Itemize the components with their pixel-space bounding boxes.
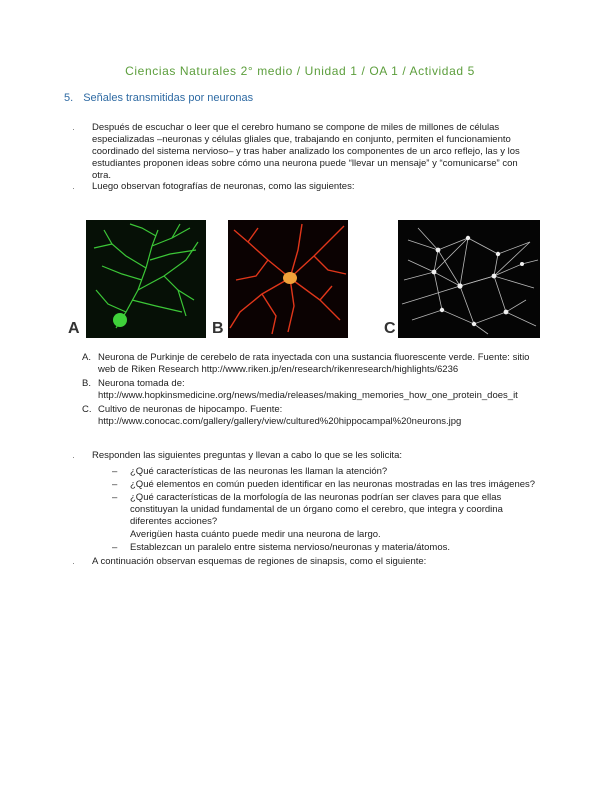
red-neuron-drawing [228,220,348,338]
list-dash [112,529,130,541]
list-dash: – [112,542,118,553]
question-text: ¿Qué características de las neuronas les llaman la atención? [130,466,388,477]
intro-paragraph: Después de escuchar o leer que el cerebro humano se compone de miles de millones de células especializadas –neuronas y células gliales que, trabajando en conjunto, permiten el funcionamiento coordinado del sistema nervioso– y tras haber analizado los componentes de un arco reflejo, las y los estudiantes proponen ideas sobre cómo una neurona puede “llevar un mensaje” y “comunicarse” con otra. [92,122,520,181]
caption-a [82,352,542,376]
caption-text: Cultivo de neuronas de hipocampo. Fuente: http://www.conocac.com/gallery/gallery/view/cultured%20hippocampal%20neurons.jpg [98,404,462,427]
caption-text: Neurona tomada de: http://www.hopkinsmedicine.org/news/media/releases/making_memories_how_one_protein_does_it [98,378,518,401]
caption-letter: B. [82,378,91,389]
caption-b [82,378,542,402]
list-dash: – [112,479,118,490]
photos-intro-paragraph: Luego observan fotografías de neuronas, como las siguientes: [92,181,355,192]
purkinje-neuron-image [86,220,206,338]
question-list [112,466,542,555]
image-label-a: A [68,320,80,337]
closing-paragraph: A continuación observan esquemas de regiones de sinapsis, como el siguiente: [92,556,427,567]
image-captions [82,352,542,430]
list-dash: – [112,492,118,503]
image-label-c: C [384,320,396,337]
hippocampal-culture-image [398,220,540,338]
question-text: Establezcan un paralelo entre sistema nervioso/neuronas y materia/átomos. [130,542,451,553]
paragraph-bullet: · [72,558,75,568]
list-item [112,479,542,491]
caption-c [82,404,542,428]
instruction-paragraph: Responden las siguientes preguntas y llevan a cabo lo que se les solicita: [92,450,402,461]
section-title [64,92,253,104]
neuron-images [68,220,542,338]
caption-letter: C. [82,404,92,415]
question-text: ¿Qué características de la morfología de las neuronas podrían ser claves para que ellas constituyan la unidad fundamental de un órgano como el cerebro, que integra y coordina diferentes acciones? [130,492,503,527]
list-item [112,542,542,554]
list-item [112,466,542,478]
caption-letter: A. [82,352,91,363]
paragraph-bullet: · [72,452,75,462]
list-item [112,529,542,541]
list-item [112,492,542,528]
list-dash: – [112,466,118,477]
hippocampal-culture-drawing [398,220,540,338]
hopkins-neuron-image [228,220,348,338]
paragraph-bullet: · [72,124,75,134]
section-number: 5. [64,92,74,104]
page-header: Ciencias Naturales 2° medio / Unidad 1 / OA 1 / Actividad 5 [125,64,475,78]
image-label-b: B [212,320,224,337]
paragraph-bullet: · [72,183,75,193]
caption-text: Neurona de Purkinje de cerebelo de rata inyectada con una sustancia fluorescente verde. Fuente: sitio web de Riken Research http://www.riken.jp/en/research/rikenresearch/highlights/6236 [98,352,530,375]
question-text: Averigüen hasta cuánto puede medir una neurona de largo. [130,529,381,540]
purkinje-neuron-drawing [86,220,206,338]
question-text: ¿Qué elementos en común pueden identificar en las neuronas mostradas en las tres imágenes? [130,479,536,490]
section-title-text: Señales transmitidas por neuronas [83,92,254,104]
